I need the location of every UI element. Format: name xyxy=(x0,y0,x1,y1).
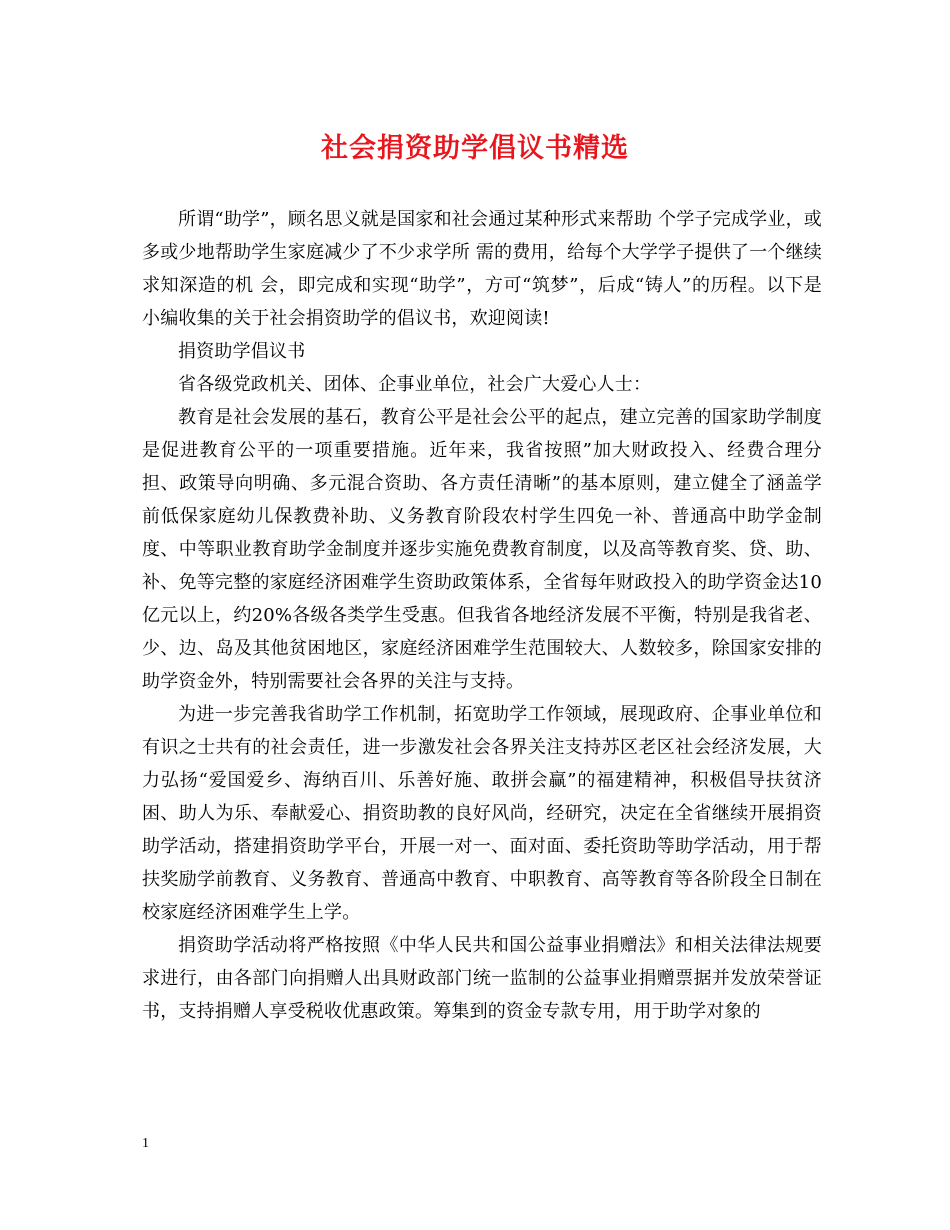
paragraph-education-policy: 教育是社会发展的基石，教育公平是社会公平的起点，建立完善的国家助学制度是促进教育公平的一项重要措施。近年来，我省按照”加大财政投入、经费合理分担、政策导向明确、多元混合资助、各方责任清晰”的基本原则，建立健全了涵盖学前低保家庭幼儿保教费补助、义务教育阶段农村学生四免一补、普通高中助学金制度、中等职业教育助学金制度并逐步实施免费教育制度，以及高等教育奖、贷、助、补、免等完整的家庭经济困难学生资助政策体系，全省每年财政投入的助学资金达10亿元以上，约20%各级各类学生受惠。但我省各地经济发展不平衡，特别是我省老、少、边、岛及其他贫困地区，家庭经济困难学生范围较大、人数较多，除国家安排的助学资金外，特别需要社会各界的关注与支持。 xyxy=(142,407,822,692)
paragraph-subtitle: 捐资助学倡议书 xyxy=(178,341,306,362)
paragraph-salutation: 省各级党政机关、团体、企事业单位，社会广大爱心人士： xyxy=(178,374,652,395)
paragraph-intro: 所谓“助学”，顾名思义就是国家和社会通过某种形式来帮助 个学子完成学业，或多或少地帮助学生家庭减少了不少求学所 需的费用，给每个大学学子提供了一个继续求知深造的机 会，即完成和实现“助学”，方可“筑梦”，后成“铸人”的历程。以下是小编收集的关于社会捐资助学的倡议书，欢迎阅读! xyxy=(142,209,822,329)
paragraph-initiative: 为进一步完善我省助学工作机制，拓宽助学工作领域，展现政府、企事业单位和有识之士共有的社会责任，进一步激发社会各界关注支持苏区老区社会经济发展，大力弘扬“爱国爱乡、海纳百川、乐善好施、敢拼会赢”的福建精神，积极倡导扶贫济困、助人为乐、奉献爱心、捐资助教的良好风尚，经研究，决定在全省继续开展捐资助学活动，搭建捐资助学平台，开展一对一、面对面、委托资助等助学活动，用于帮扶奖励学前教育、义务教育、普通高中教育、中职教育、高等教育等各阶段全日制在校家庭经济困难学生上学。 xyxy=(142,704,822,923)
page-title: 社会捐资助学倡议书精选 xyxy=(321,133,629,164)
document-body xyxy=(142,203,822,1028)
page-number: 1 xyxy=(142,1136,149,1151)
paragraph-donation-rules: 捐资助学活动将严格按照《中华人民共和国公益事业捐赠法》和相关法律法规要求进行，由各部门向捐赠人出具财政部门统一监制的公益事业捐赠票据并发放荣誉证书，支持捐赠人享受税收优惠政策。筹集到的资金专款专用，用于助学对象的 xyxy=(142,935,822,1022)
